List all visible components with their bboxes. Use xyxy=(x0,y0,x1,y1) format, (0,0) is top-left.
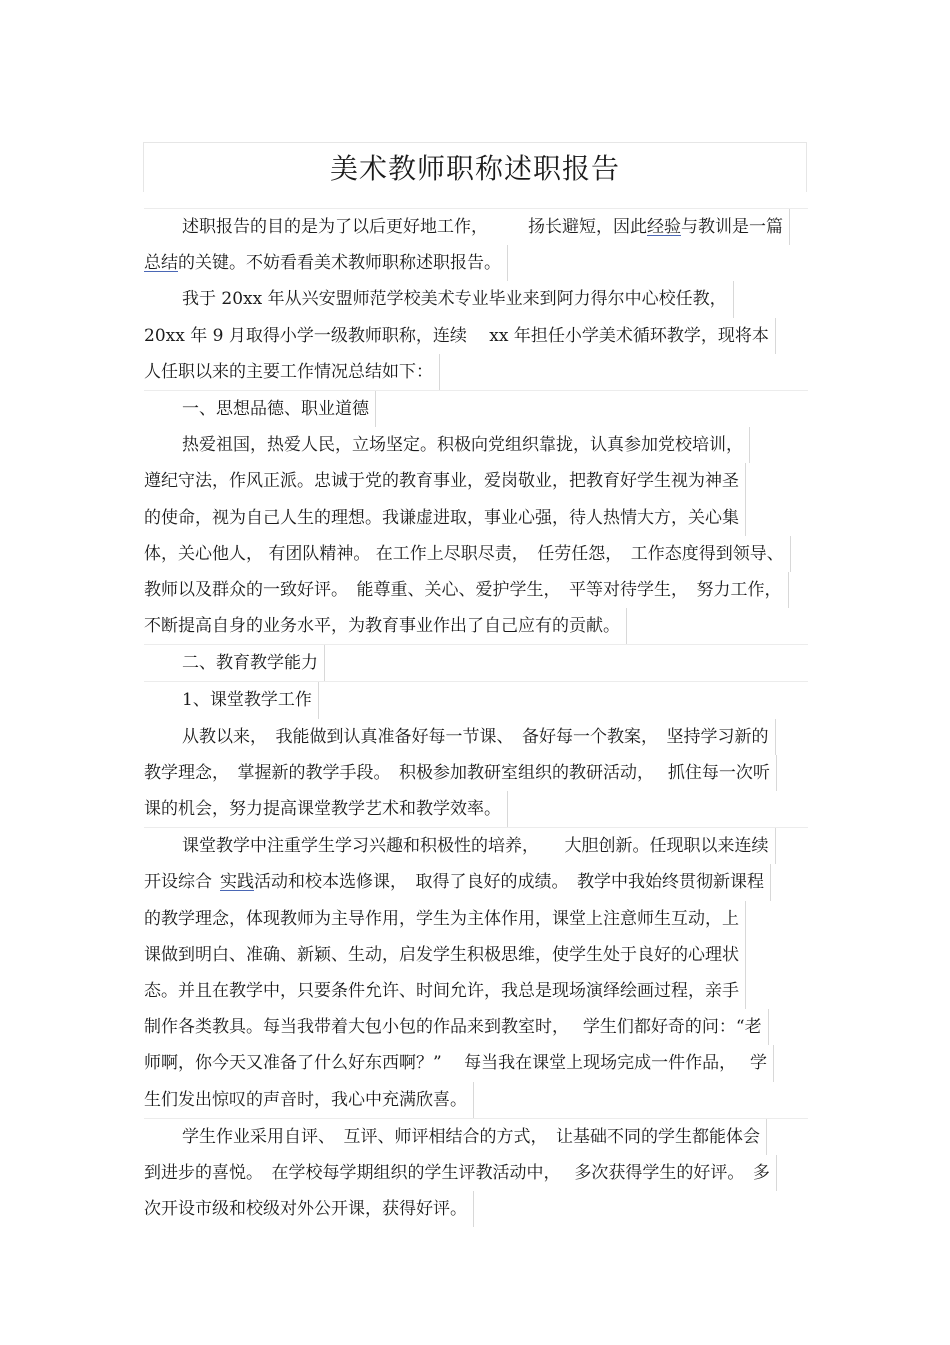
text-line xyxy=(144,1118,808,1155)
text-segment: 遵纪守法，作风正派。忠诚于党的教育事业，爱岗敬业，把教育好学生视为神圣 xyxy=(144,463,746,499)
text-line xyxy=(144,427,808,463)
text-segment: 的使命，视为自己人生的理想。我谦虚进取，事业心强，待人热情大方，关心集 xyxy=(144,500,746,536)
section-heading xyxy=(144,390,808,427)
text-segment: 一、思想品德、职业道德 xyxy=(182,391,376,427)
text-line xyxy=(144,973,808,1009)
text-segment: 从教以来， 我能做到认真准备好每一节课、 备好每一个教案， 坚持学习新的 xyxy=(182,719,776,755)
document-title: 美术教师职称述职报告 xyxy=(329,152,620,185)
subsection-heading xyxy=(144,681,808,718)
text-segment: 与教训是一篇 xyxy=(681,217,783,237)
text-segment: 我于 20xx 年从兴安盟师范学校美术专业毕业来到阿力得尔中心校任教， xyxy=(182,281,734,317)
text-line xyxy=(144,937,808,973)
text-segment: 不断提高自身的业务水平，为教育事业作出了自己应有的贡献。 xyxy=(144,608,627,644)
text-segment: 开设综合 xyxy=(144,872,212,893)
text-line xyxy=(144,245,808,281)
text-line xyxy=(144,281,808,317)
text-segment: 热爱祖国，热爱人民，立场坚定。积极向党组织靠拢，认真参加党校培训， xyxy=(182,427,750,463)
text-line xyxy=(144,901,808,937)
text-line xyxy=(144,463,808,499)
text-line xyxy=(144,608,808,644)
title-frame xyxy=(143,142,807,192)
text-line xyxy=(144,500,808,536)
text-line xyxy=(144,1009,808,1045)
text-line xyxy=(144,1155,808,1191)
text-segment: 人任职以来的主要工作情况总结如下： xyxy=(144,354,440,390)
text-line xyxy=(144,354,808,390)
section-heading xyxy=(144,644,808,681)
text-line xyxy=(144,791,808,827)
text-line xyxy=(144,719,808,755)
text-line xyxy=(144,827,808,864)
text-segment: 制作各类教具。每当我带着大包小包的作品来到教室时， 学生们都好奇的问：“老 xyxy=(144,1009,769,1045)
text-line xyxy=(144,318,808,354)
keyword-link-experience[interactable]: 经验 xyxy=(647,217,681,237)
text-line xyxy=(144,208,808,245)
text-line xyxy=(144,1082,808,1118)
text-line xyxy=(144,1191,808,1227)
text-segment: 课的机会，努力提高课堂教学艺术和教学效率。 xyxy=(144,791,508,827)
text-segment: 到进步的喜悦。 在学校每学期组织的学生评教活动中， 多次获得学生的好评。 多 xyxy=(144,1155,777,1191)
text-segment: 的教学理念，体现教师为主导作用，学生为主体作用，课堂上注意师生互动，上 xyxy=(144,901,746,937)
text-segment: 1、课堂教学工作 xyxy=(182,682,319,718)
text-line xyxy=(144,572,808,608)
text-segment: 体，关心他人， 有团队精神。 在工作上尽职尽责， 任劳任怨， 工作态度得到领导、 xyxy=(144,536,791,572)
text-segment: 学生作业采用自评、 互评、师评相结合的方式， 让基础不同的学生都能体会 xyxy=(182,1119,767,1155)
text-segment: 述职报告的目的是为了以后更好地工作， xyxy=(182,217,488,237)
text-line xyxy=(144,864,808,900)
keyword-link-practice[interactable]: 实践 xyxy=(220,872,254,893)
text-segment: 活动和校本选修课， 取得了良好的成绩。 教学中我始终贯彻新课程 xyxy=(254,872,764,893)
keyword-link-summary[interactable]: 总结 xyxy=(144,253,178,274)
text-segment: 态。并且在教学中，只要条件允许、时间允许，我总是现场演绎绘画过程，亲手 xyxy=(144,973,746,1009)
text-segment: 教师以及群众的一致好评。 能尊重、关心、爱护学生， 平等对待学生， 努力工作， xyxy=(144,572,789,608)
text-line xyxy=(144,1045,808,1081)
text-segment: 师啊，你今天又准备了什么好东西啊？” 每当我在课堂上现场完成一件作品， 学 xyxy=(144,1045,774,1081)
text-segment: 的关键。不妨看看美术教师职称述职报告。 xyxy=(178,253,501,274)
document-body xyxy=(144,208,808,1227)
text-segment: 20xx 年 9 月取得小学一级教师职称，连续 xx 年担任小学美术循环教学，现将本 xyxy=(144,318,776,354)
text-segment: 次开设市级和校级对外公开课，获得好评。 xyxy=(144,1191,474,1227)
text-line xyxy=(144,536,808,572)
text-segment: 教学理念， 掌握新的教学手段。 积极参加教研室组织的教研活动， 抓住每一次听 xyxy=(144,755,777,791)
text-segment: 二、教育教学能力 xyxy=(182,645,325,681)
text-segment: 生们发出惊叹的声音时，我心中充满欣喜。 xyxy=(144,1082,474,1118)
text-line xyxy=(144,755,808,791)
text-segment: 扬长避短，因此 xyxy=(528,217,647,237)
text-segment: 课做到明白、准确、新颖、生动，启发学生积极思维，使学生处于良好的心理状 xyxy=(144,937,746,973)
text-segment: 课堂教学中注重学生学习兴趣和积极性的培养， 大胆创新。任现职以来连续 xyxy=(182,828,776,864)
